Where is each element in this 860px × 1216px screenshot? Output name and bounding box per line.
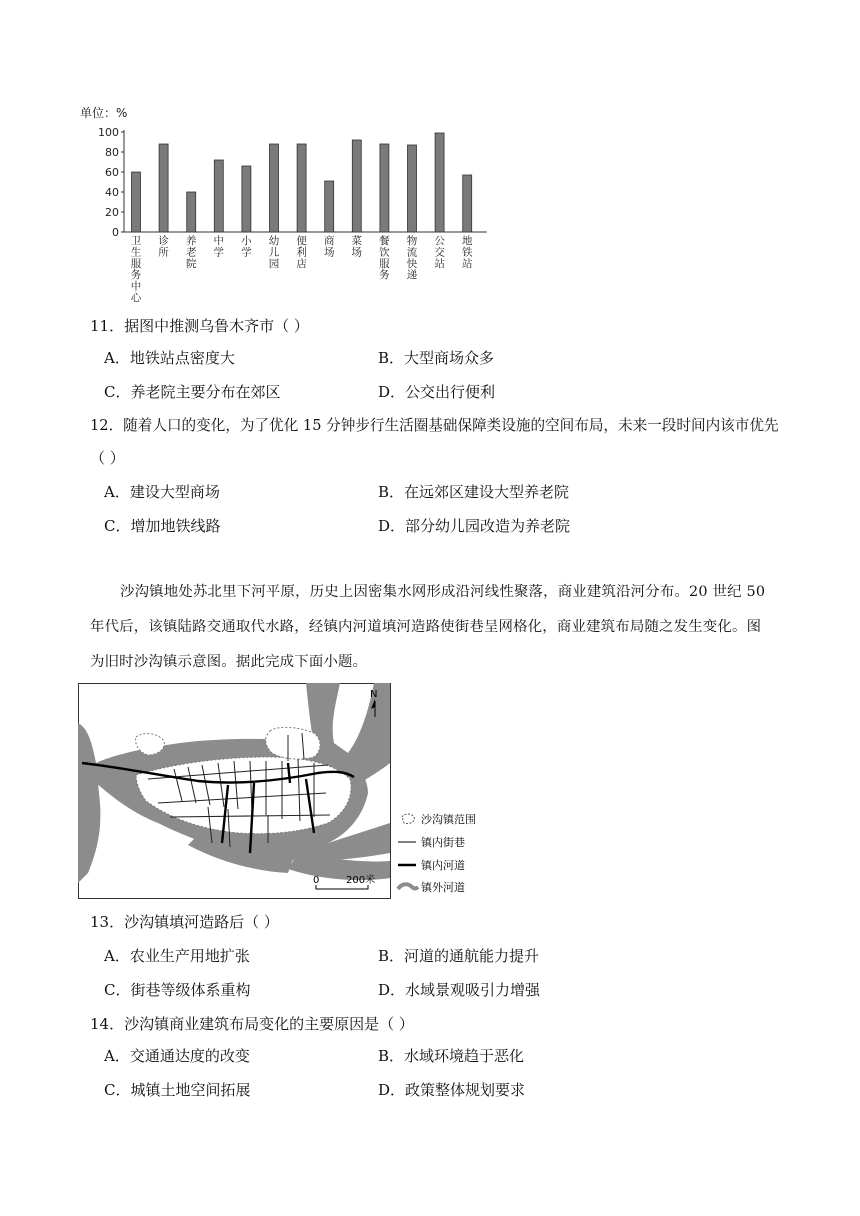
bar-0	[132, 172, 141, 232]
facility-coverage-chart	[70, 98, 510, 313]
y-tick-label: 40	[105, 186, 119, 199]
q12-option-a[interactable]: A．建设大型商场	[104, 483, 220, 501]
bar-2	[187, 192, 196, 232]
shagou-town-map	[78, 683, 498, 899]
bar-12	[463, 175, 472, 232]
bar-6	[297, 144, 306, 232]
y-tick-label: 0	[112, 226, 119, 239]
y-tick-label: 80	[105, 146, 119, 159]
x-tick-label: 幼儿园	[268, 235, 280, 270]
passage-line-2: 年代后，该镇陆路交通取代水路，经镇内河道填河造路使街巷呈网格化，商业建筑布局随之发生变化。图	[90, 619, 762, 635]
x-tick-label: 中学	[213, 235, 225, 259]
x-tick-label: 诊所	[158, 235, 169, 259]
bar-7	[325, 181, 334, 232]
q11-option-d[interactable]: D．公交出行便利	[378, 383, 496, 401]
x-tick-label: 卫生服务中心	[130, 235, 142, 304]
x-tick-label: 地铁站	[461, 235, 473, 270]
bar-9	[380, 144, 389, 232]
bar-4	[242, 166, 251, 232]
legend-outer-river-icon	[398, 884, 418, 889]
bar-3	[214, 160, 223, 232]
bar-8	[352, 140, 361, 232]
q13-option-c[interactable]: C．街巷等级体系重构	[104, 981, 251, 999]
bar-11	[435, 133, 444, 232]
x-tick-label: 公交站	[434, 235, 445, 270]
q11-option-a[interactable]: A．地铁站点密度大	[104, 349, 235, 367]
question-12-stem-line1: 12．随着人口的变化，为了优化 15 分钟步行生活圈基础保障类设施的空间布局，未来一段时间内该市优先	[90, 417, 779, 434]
legend-town-range: 沙沟镇范围	[421, 813, 476, 826]
x-tick-label: 养老院	[185, 235, 197, 270]
chart-unit-label: 单位：%	[80, 106, 128, 120]
passage-line-3: 为旧时沙沟镇示意图。据此完成下面小题。	[90, 654, 368, 670]
chart-axes	[98, 126, 487, 239]
y-tick-label: 20	[105, 206, 119, 219]
q12-option-d[interactable]: D．部分幼儿园改造为养老院	[378, 517, 571, 535]
bar-1	[159, 144, 168, 232]
q13-option-d[interactable]: D．水域景观吸引力增强	[378, 981, 541, 999]
chart-bars	[132, 133, 472, 232]
legend-town-range-icon	[402, 814, 414, 824]
x-tick-label: 小学	[241, 235, 252, 259]
map-legend	[398, 812, 476, 894]
q14-option-b[interactable]: B．水域环境趋于恶化	[378, 1047, 525, 1065]
bar-5	[270, 144, 279, 232]
y-tick-label: 60	[105, 166, 119, 179]
q13-option-a[interactable]: A．农业生产用地扩张	[104, 947, 250, 965]
x-tick-label: 物流快递	[406, 235, 418, 282]
question-14-stem: 14．沙沟镇商业建筑布局变化的主要原因是（ ）	[90, 1015, 414, 1033]
x-tick-label: 菜场	[351, 235, 363, 259]
q13-option-b[interactable]: B．河道的通航能力提升	[378, 947, 540, 965]
q12-option-c[interactable]: C．增加地铁线路	[104, 517, 221, 535]
y-tick-label: 100	[98, 126, 119, 139]
q14-option-a[interactable]: A．交通通达度的改变	[104, 1047, 250, 1065]
svg-text:0: 0	[313, 875, 320, 886]
legend-outer-river: 镇外河道	[421, 881, 465, 894]
x-tick-label: 便利店	[296, 235, 307, 270]
chart-category-labels	[131, 234, 473, 304]
q12-option-b[interactable]: B．在远郊区建设大型养老院	[378, 483, 570, 501]
passage-line-1: 沙沟镇地处苏北里下河平原，历史上因密集水网形成沿河线性聚落，商业建筑沿河分布。20 世纪 50	[120, 584, 766, 600]
x-tick-label: 商场	[323, 235, 335, 259]
svg-text:200米: 200米	[346, 875, 376, 886]
q14-option-c[interactable]: C．城镇土地空间拓展	[104, 1081, 251, 1099]
question-12-stem-line2: （ ）	[90, 449, 125, 467]
legend-inner-river: 镇内河道	[421, 859, 465, 872]
question-13-stem: 13．沙沟镇填河造路后（ ）	[90, 913, 279, 931]
bar-10	[408, 145, 417, 232]
q11-option-c[interactable]: C．养老院主要分布在郊区	[104, 383, 281, 401]
x-tick-label: 餐饮服务	[379, 235, 390, 282]
q14-option-d[interactable]: D．政策整体规划要求	[378, 1081, 526, 1099]
legend-street: 镇内街巷	[421, 836, 465, 849]
question-11-stem: 11．据图中推测乌鲁木齐市（ ）	[90, 317, 309, 335]
svg-text:N: N	[370, 689, 378, 700]
q11-option-b[interactable]: B．大型商场众多	[378, 349, 495, 367]
